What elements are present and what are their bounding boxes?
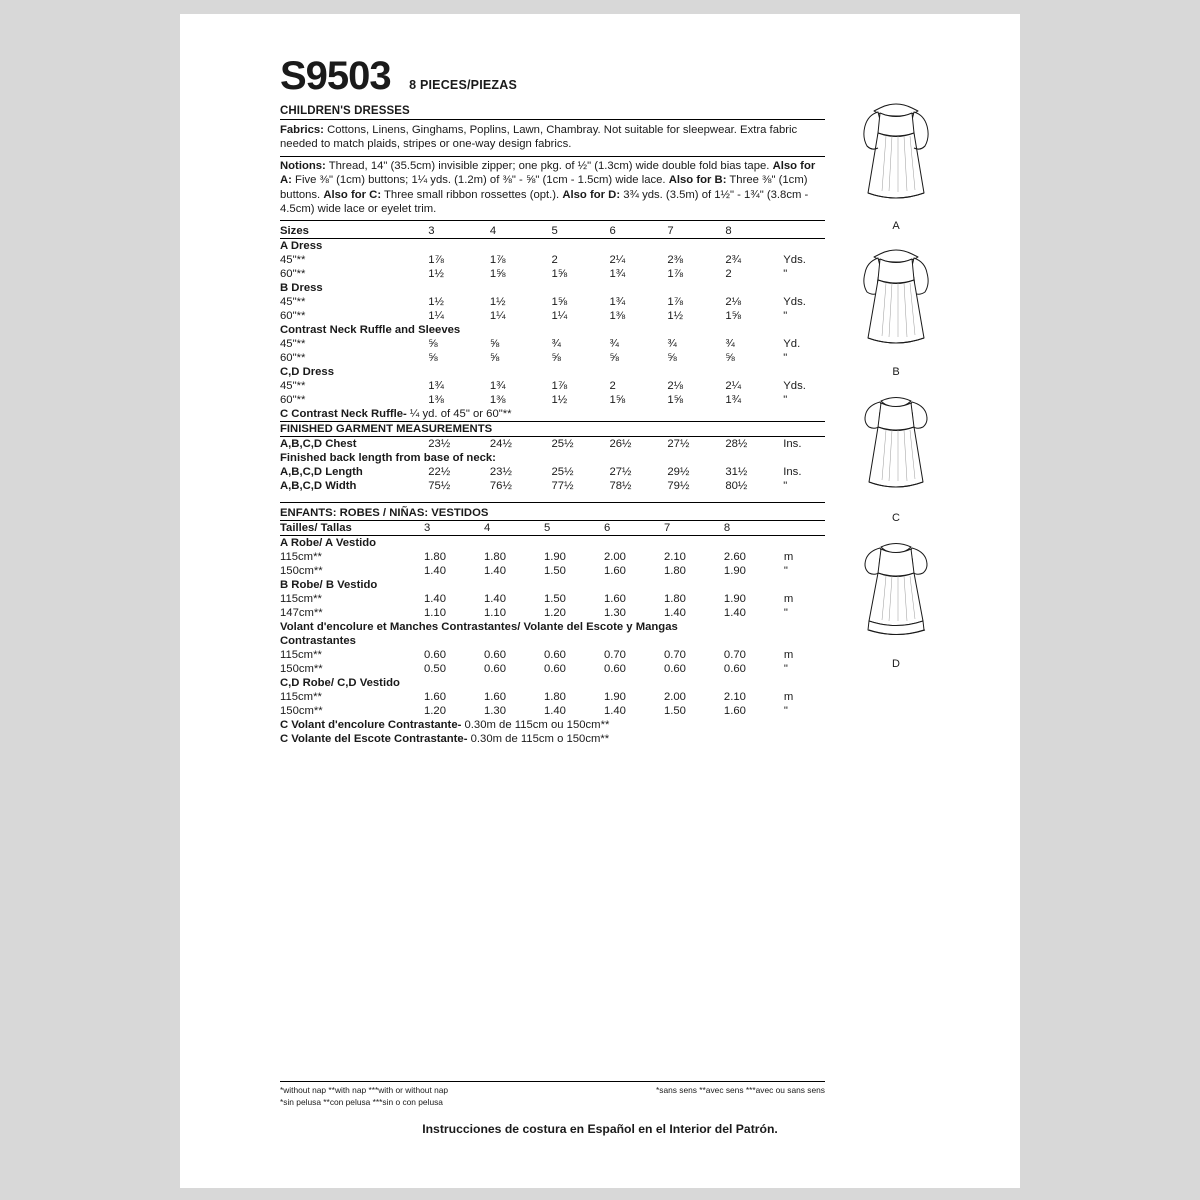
text-column	[280, 54, 825, 746]
cell: 1⅝	[489, 268, 506, 281]
group-title: Contrast Neck Ruffle and Sleeves	[280, 324, 461, 337]
group-title-row-2	[280, 634, 825, 648]
footnote-spanish: *sin pelusa **con pelusa ***sin o con pelusa	[280, 1096, 443, 1107]
group-title: A Robe/ A Vestido	[280, 536, 424, 551]
table-row	[280, 662, 825, 676]
c-contrast-note	[280, 407, 783, 422]
notions-text-2: Five ⅜" (1cm) buttons; 1¼ yds. (1.2m) of ⅜" - ⅝" (1cm - 1.5cm) wide lace.	[291, 174, 669, 187]
unit: Ins.	[783, 466, 802, 479]
group-title-row	[280, 676, 825, 690]
cell: 0.70	[663, 649, 686, 662]
english-yardage-table	[280, 224, 825, 493]
table-row	[280, 592, 825, 606]
table-row	[280, 479, 825, 493]
table-row	[280, 704, 825, 718]
cell: 1.60	[483, 691, 506, 704]
cell: 0.60	[483, 663, 506, 676]
footnote-row-2	[280, 1097, 825, 1109]
row-label: 60"**	[280, 394, 306, 407]
cell: 1⅞	[551, 380, 568, 393]
unit: "	[783, 607, 788, 620]
cell: 2.00	[603, 551, 626, 564]
size-col: 8	[724, 521, 784, 536]
row-label: 115cm**	[280, 551, 322, 564]
row-label: 115cm**	[280, 691, 322, 704]
cell: 0.60	[723, 663, 746, 676]
divider	[280, 119, 825, 120]
spanish-heading-row	[280, 506, 825, 521]
dress-c-icon	[840, 386, 952, 506]
dress-illustration-d	[840, 532, 952, 670]
cell: 1¼	[489, 310, 506, 323]
fabrics-paragraph	[280, 123, 825, 152]
cell: 76½	[489, 480, 512, 493]
unit: m	[783, 649, 794, 662]
row-label: 115cm**	[280, 593, 322, 606]
table-row	[280, 379, 825, 393]
pieces-count: 8 PIECES/PIEZAS	[409, 78, 518, 92]
back-length-note-row	[280, 451, 825, 465]
cell: 1⅝	[609, 394, 626, 407]
notions-label: Notions:	[280, 159, 326, 172]
cell: 0.60	[424, 649, 446, 662]
unit: "	[783, 394, 788, 407]
spanish-note-text: 0.30m de 115cm o 150cm**	[467, 733, 610, 746]
row-label: 45"**	[280, 254, 306, 267]
cell: 1.80	[663, 565, 686, 578]
cell: ¾	[725, 338, 735, 351]
row-label: 45"**	[280, 380, 306, 393]
finished-heading: FINISHED GARMENT MEASUREMENTS	[280, 422, 783, 437]
row-label: 150cm**	[280, 663, 323, 676]
cell: 1.40	[483, 593, 506, 606]
illustrations-column	[830, 94, 990, 678]
unit: m	[783, 691, 794, 704]
group-title: A Dress	[280, 239, 428, 254]
cell: 1.90	[723, 565, 746, 578]
dress-d-icon	[840, 532, 952, 652]
cell: 31½	[725, 466, 748, 479]
table-row	[280, 690, 825, 704]
row-label: 150cm**	[280, 565, 323, 578]
cell: ⅝	[428, 352, 438, 365]
figure-caption: B	[892, 366, 900, 378]
group-title: Volant d'encolure et Manches Contrastantes/ Volante del Escote y Mangas	[280, 621, 678, 634]
cell: 80½	[725, 480, 748, 493]
size-col: 6	[609, 225, 616, 238]
cell: 1.80	[483, 551, 506, 564]
unit: "	[783, 310, 788, 323]
table-row	[280, 648, 825, 662]
unit: "	[783, 565, 788, 578]
cell: 1.80	[543, 691, 566, 704]
divider	[280, 156, 825, 157]
fabrics-label: Fabrics:	[280, 124, 324, 136]
cell: 1.30	[483, 705, 506, 718]
cell: ⅝	[428, 338, 438, 351]
cell: 1.10	[424, 607, 446, 620]
cell: 1⅜	[609, 310, 626, 323]
footnote-row-1	[280, 1085, 825, 1097]
cell: 75½	[428, 480, 451, 493]
cell: ⅝	[489, 338, 500, 351]
cell: 1¾	[725, 394, 742, 407]
cell: ¾	[551, 338, 561, 351]
cell: 1⅞	[667, 268, 684, 281]
size-col: 6	[604, 521, 664, 536]
notions-paragraph	[280, 159, 825, 217]
back-length-note: Finished back length from base of neck:	[280, 452, 496, 465]
cell: 0.50	[424, 663, 446, 676]
cell: 1⅞	[428, 254, 444, 267]
cell: 1⅜	[489, 394, 506, 407]
cell: 28½	[725, 437, 783, 452]
cell: 1.10	[483, 607, 506, 620]
cell: 1.40	[483, 565, 506, 578]
group-title-row	[280, 620, 825, 634]
note-row	[280, 718, 825, 732]
cell: 78½	[609, 480, 632, 493]
unit-col	[783, 224, 825, 239]
spanish-contrast-note	[280, 732, 825, 746]
cell: 1.40	[424, 565, 446, 578]
unit: m	[783, 593, 794, 606]
table-row	[280, 437, 825, 452]
cell: 1.50	[663, 705, 686, 718]
cell: ⅝	[609, 352, 619, 365]
cell: 1.60	[603, 565, 626, 578]
french-note-label: C Volant d'encolure Contrastante-	[280, 719, 462, 732]
cell: 1¾	[609, 296, 626, 309]
cell: 1.50	[543, 593, 566, 606]
table-row	[280, 393, 825, 407]
notions-d-label: Also for D:	[562, 188, 621, 201]
footnote-french: *sans sens **avec sens ***avec ou sans sens	[656, 1085, 825, 1095]
cell: 1½	[428, 296, 444, 309]
cell: 23½	[428, 437, 490, 452]
cell: ¾	[609, 338, 619, 351]
row-label: 60"**	[280, 268, 306, 281]
table-row	[280, 309, 825, 323]
fabrics-text: Cottons, Linens, Ginghams, Poplins, Lawn, Chambray. Not suitable for sleepwear. Extra fabric needed to match plaids, stripes or one-way design fabrics.	[280, 124, 798, 151]
c-contrast-note-text: ¼ yd. of 45" or 60"**	[406, 408, 512, 421]
cell: 0.70	[723, 649, 746, 662]
group-title-continued: Contrastantes	[280, 635, 356, 648]
cell: 1.60	[424, 691, 446, 704]
cell: 27½	[609, 466, 632, 479]
figure-caption: D	[892, 658, 900, 670]
size-col: 5	[544, 521, 604, 536]
spanish-yardage-table	[280, 506, 825, 746]
cell: 2	[609, 380, 616, 393]
cell: 24½	[490, 437, 552, 452]
cell: 2¾	[725, 254, 742, 267]
cell: 1¾	[489, 380, 506, 393]
table-row	[280, 564, 825, 578]
cell: ⅝	[725, 352, 735, 365]
footnotes	[280, 1081, 825, 1108]
notions-a-label: Also for A:	[280, 159, 816, 187]
notions-text-4: Three small ribbon rossettes (opt.).	[381, 188, 563, 201]
cell: 1.90	[543, 551, 566, 564]
cell: 1¼	[428, 310, 444, 323]
group-title-row	[280, 578, 825, 592]
group-title-row	[280, 536, 825, 551]
figure-caption: C	[892, 512, 900, 524]
size-col: 4	[484, 521, 544, 536]
cell: 26½	[609, 437, 667, 452]
cell: 1.40	[543, 705, 566, 718]
size-col: 3	[428, 225, 435, 238]
cell: 2⅜	[667, 254, 684, 267]
cell: 0.70	[603, 649, 626, 662]
row-label: 147cm**	[280, 607, 323, 620]
cell: 2¼	[725, 380, 742, 393]
sizes-label: Tailles/ Tallas	[280, 521, 424, 536]
group-title-row	[280, 323, 825, 337]
cell: 1⅜	[428, 394, 444, 407]
cell: 27½	[667, 437, 725, 452]
unit: Yd.	[783, 338, 801, 351]
cell: 2¼	[609, 254, 626, 267]
table-row	[280, 267, 825, 281]
spacer	[280, 493, 825, 500]
category-heading: CHILDREN'S DRESSES	[280, 105, 410, 117]
cell: 1⅝	[551, 296, 568, 309]
cell: 29½	[667, 466, 690, 479]
table-row	[280, 351, 825, 365]
dress-illustration-a	[840, 94, 952, 232]
row-label: 45"**	[280, 296, 306, 309]
size-col: 3	[424, 521, 484, 536]
table-row	[280, 606, 825, 620]
figure-caption: A	[892, 220, 900, 232]
size-col: 5	[551, 225, 558, 238]
unit: Yds.	[783, 296, 806, 309]
cell: 25½	[552, 437, 610, 452]
french-note-text: 0.30m de 115cm ou 150cm**	[461, 719, 610, 732]
row-label: A,B,C,D Chest	[280, 437, 428, 452]
cell: 1½	[428, 268, 444, 281]
cell: ⅝	[489, 352, 500, 365]
cell: 79½	[667, 480, 690, 493]
cell: 1.20	[424, 705, 446, 718]
cell: ¾	[667, 338, 677, 351]
cell: 1⅝	[667, 394, 684, 407]
cell: 1.80	[663, 593, 686, 606]
table-row	[280, 295, 825, 309]
cell: 2⅛	[725, 296, 742, 309]
unit: "	[783, 352, 788, 365]
cell: 2.10	[663, 551, 686, 564]
unit: Yds.	[783, 254, 806, 267]
cell: 1⅝	[551, 268, 568, 281]
group-title: C,D Robe/ C,D Vestido	[280, 677, 400, 690]
row-label: 60"**	[280, 352, 306, 365]
cell: 1.40	[424, 593, 446, 606]
cell: 1.50	[543, 565, 566, 578]
cell: 1½	[489, 296, 506, 309]
sizes-label: Sizes	[280, 225, 309, 238]
c-contrast-note-label: C Contrast Neck Ruffle-	[280, 408, 407, 421]
group-title-row	[280, 281, 825, 295]
size-col: 7	[667, 225, 674, 238]
cell: 1¾	[609, 268, 626, 281]
unit: Ins.	[783, 437, 825, 452]
cell: 1.40	[663, 607, 686, 620]
notions-text-5: 3¾ yds. (3.5m) of 1½" - 1¾" (3.8cm - 4.5cm) wide lace or eyelet trim.	[280, 188, 809, 216]
cell: 1.90	[603, 691, 626, 704]
cell: 1.30	[603, 607, 626, 620]
dress-illustration-b	[840, 240, 952, 378]
cell: ⅝	[551, 352, 561, 365]
unit: m	[783, 551, 794, 564]
divider	[280, 1081, 825, 1082]
cell: 2	[725, 268, 732, 281]
finished-heading-row	[280, 422, 825, 437]
group-title: B Robe/ B Vestido	[280, 579, 378, 592]
table-row	[280, 253, 825, 267]
cell: 1.60	[603, 593, 626, 606]
cell: 23½	[489, 466, 512, 479]
cell: 1¼	[551, 310, 568, 323]
cell: 1.90	[723, 593, 746, 606]
row-label: 45"**	[280, 338, 306, 351]
row-label: 150cm**	[280, 705, 323, 718]
footnote-english: *without nap **with nap ***with or without nap	[280, 1085, 449, 1095]
table-row	[280, 550, 825, 564]
spanish-note-label: C Volante del Escote Contrastante-	[280, 733, 468, 746]
cell: 0.60	[483, 649, 506, 662]
cell: 1⅝	[725, 310, 742, 323]
cell: ⅝	[667, 352, 677, 365]
size-col: 8	[725, 225, 732, 238]
group-title: C,D Dress	[280, 366, 334, 379]
title-row	[280, 54, 825, 99]
spanish-heading: ENFANTS: ROBES / NIÑAS: VESTIDOS	[280, 507, 489, 520]
note-row	[280, 732, 825, 746]
c-contrast-note-row	[280, 407, 825, 422]
table-row	[280, 465, 825, 479]
unit: "	[783, 705, 788, 718]
cell: 2.60	[723, 551, 746, 564]
cell: 1⅞	[667, 296, 684, 309]
cell: 0.60	[603, 663, 626, 676]
cell: 77½	[551, 480, 574, 493]
row-label: 115cm**	[280, 649, 322, 662]
cell: 22½	[428, 466, 451, 479]
size-col: 7	[664, 521, 724, 536]
page-title: S9503	[280, 54, 391, 98]
unit: "	[783, 480, 788, 493]
cell: 1⅞	[489, 254, 506, 267]
sizes-header-row	[280, 521, 825, 536]
unit: "	[783, 268, 788, 281]
cell: 1½	[551, 394, 568, 407]
cell: 2.10	[723, 691, 746, 704]
row-label: A,B,C,D Length	[280, 466, 363, 479]
row-label: A,B,C,D Width	[280, 480, 357, 493]
cell: 0.60	[543, 649, 566, 662]
dress-a-icon	[840, 94, 952, 214]
dress-b-icon	[840, 240, 952, 360]
notions-text-1: Thread, 14" (35.5cm) invisible zipper; one pkg. of ½" (1.3cm) wide double fold bias tape.	[325, 159, 773, 172]
group-title-row	[280, 239, 825, 254]
cell: 1.80	[424, 551, 446, 564]
notions-c-label: Also for C:	[323, 188, 382, 201]
cell: 2	[551, 254, 558, 267]
table-row	[280, 337, 825, 351]
french-contrast-note	[280, 718, 825, 732]
cell: 1.20	[543, 607, 566, 620]
cell: 1.40	[723, 607, 746, 620]
notions-text-3: Three ⅜" (1cm) buttons.	[280, 174, 808, 201]
cell: 2⅛	[667, 380, 684, 393]
group-title: B Dress	[280, 282, 323, 295]
cell: 25½	[551, 466, 574, 479]
group-title-row	[280, 365, 825, 379]
divider	[280, 502, 825, 503]
size-col: 4	[489, 225, 497, 238]
row-label: 60"**	[280, 310, 306, 323]
cell: 1¾	[428, 380, 444, 393]
notions-b-label: Also for B:	[668, 174, 727, 187]
divider	[280, 220, 825, 221]
dress-illustration-c	[840, 386, 952, 524]
cell: 1.40	[603, 705, 626, 718]
cell: 2.00	[663, 691, 686, 704]
pattern-envelope-back	[180, 14, 1020, 1188]
cell: 0.60	[543, 663, 566, 676]
cell: 1½	[667, 310, 684, 323]
unit: "	[783, 663, 788, 676]
cell: 0.60	[663, 663, 686, 676]
sizes-header-row	[280, 224, 825, 239]
spanish-instructions: Instrucciones de costura en Español en el Interior del Patrón.	[422, 1122, 778, 1136]
cell: 1.60	[723, 705, 746, 718]
unit: Yds.	[783, 380, 806, 393]
